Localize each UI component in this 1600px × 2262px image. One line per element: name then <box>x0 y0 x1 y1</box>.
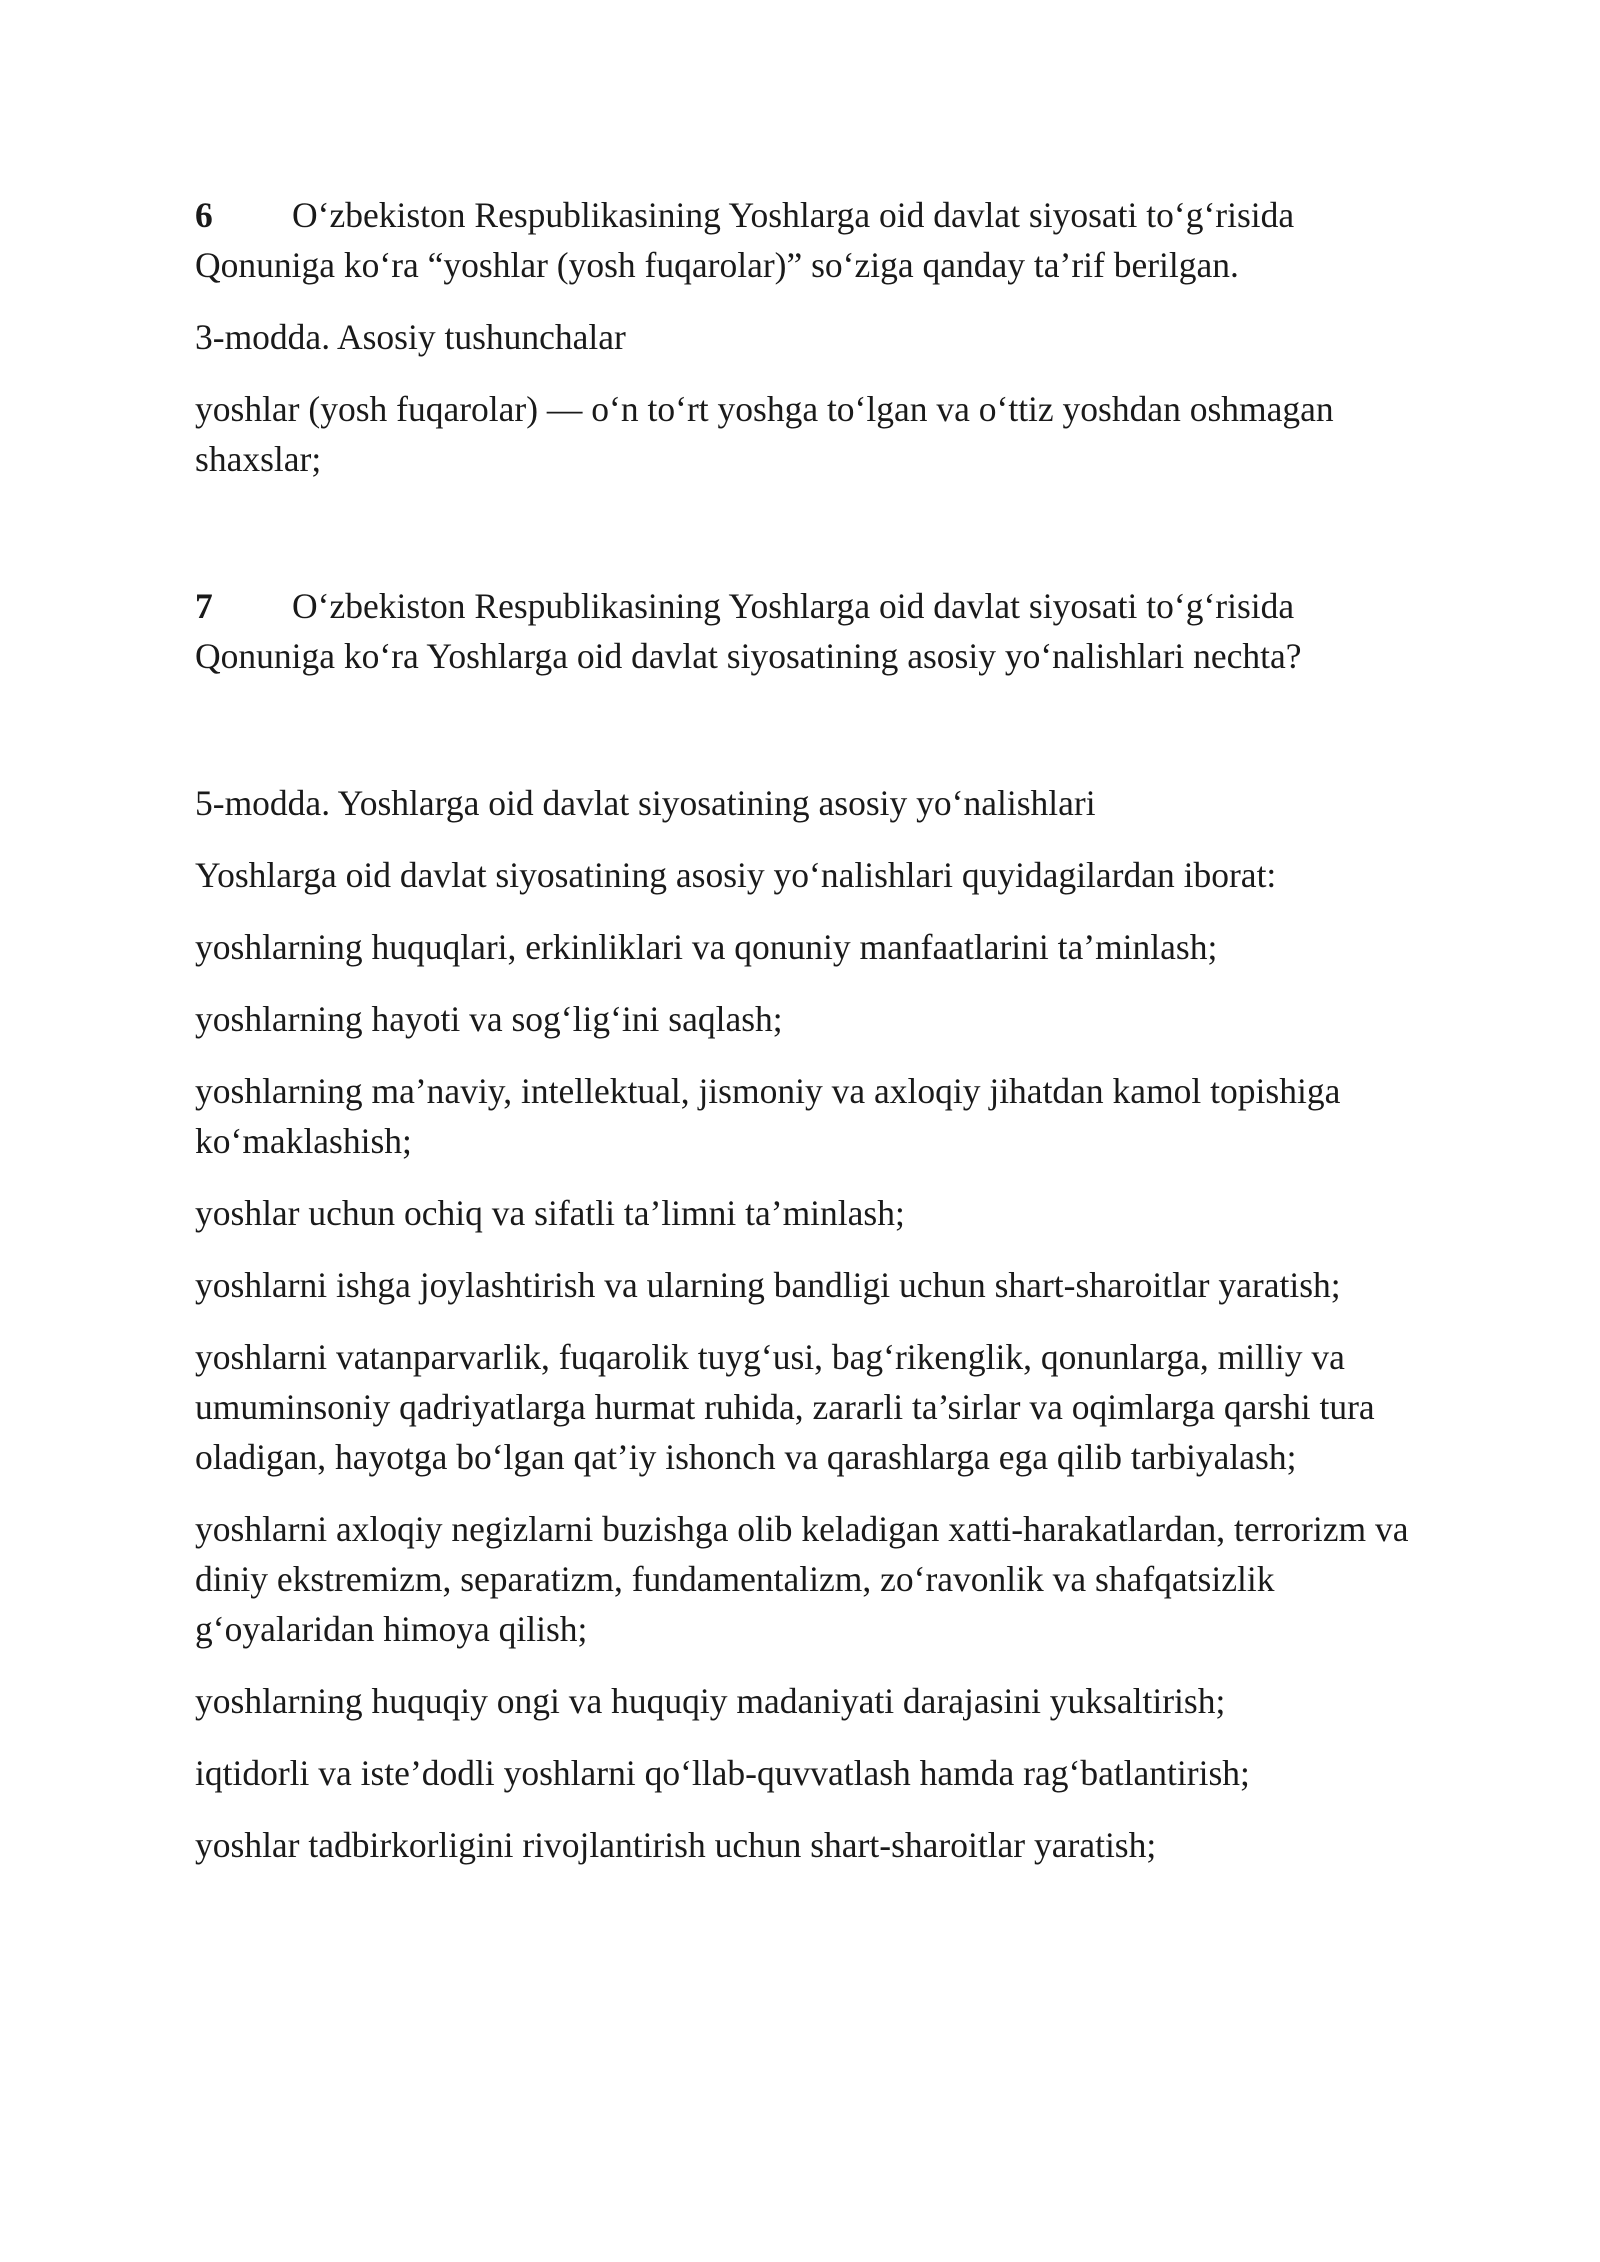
article-heading: 5-modda. Yoshlarga oid davlat siyosatining asosiy yo‘nalishlari <box>195 783 1096 823</box>
list-item: yoshlarning hayoti va sog‘lig‘ini saqlash; <box>195 999 783 1039</box>
document-page <box>195 190 1425 1892</box>
question-number: 7 <box>195 586 213 626</box>
question-text: O‘zbekiston Respublikasining Yoshlarga oid davlat siyosati to‘g‘risida Qonuniga ko‘ra “yoshlar (yosh fuqarolar)” so‘ziga qanday ta’rif berilgan. <box>195 195 1295 285</box>
list-item: yoshlarning huquqiy ongi va huquqiy madaniyati darajasini yuksaltirish; <box>195 1681 1226 1721</box>
list-item: iqtidorli va iste’dodli yoshlarni qo‘llab-quvvatlash hamda rag‘batlantirish; <box>195 1753 1250 1793</box>
question-number: 6 <box>195 195 213 235</box>
list-item: yoshlar uchun ochiq va sifatli ta’limni ta’minlash; <box>195 1193 905 1233</box>
list-item: yoshlarni axloqiy negizlarni buzishga olib keladigan xatti-harakatlardan, terrorizm va diniy ekstremizm, separatizm, fundamentalizm, zo‘ravonlik va shafqatsizlik g‘oyalaridan himoya qilish; <box>195 1509 1409 1649</box>
list-item: yoshlarni ishga joylashtirish va ularning bandligi uchun shart-sharoitlar yaratish; <box>195 1265 1341 1305</box>
list-item: yoshlarning huquqlari, erkinliklari va qonuniy manfaatlarini ta’minlash; <box>195 927 1218 967</box>
list-item: yoshlarni vatanparvarlik, fuqarolik tuyg‘usi, bag‘rikenglik, qonunlarga, milliy va umuminsoniy qadriyatlarga hurmat ruhida, zararli ta’sirlar va oqimlarga qarshi tura oladigan, hayotga bo‘lgan qat’iy ishonch va qarashlarga ega qilib tarbiyalash; <box>195 1337 1375 1477</box>
question-6 <box>195 190 1425 290</box>
list-item: yoshlarning ma’naviy, intellektual, jismoniy va axloqiy jihatdan kamol topishiga ko‘maklashish; <box>195 1071 1341 1161</box>
intro-paragraph: Yoshlarga oid davlat siyosatining asosiy yo‘nalishlari quyidagilardan iborat: <box>195 855 1277 895</box>
question-7 <box>195 581 1425 681</box>
question-text: O‘zbekiston Respublikasining Yoshlarga oid davlat siyosati to‘g‘risida Qonuniga ko‘ra Yoshlarga oid davlat siyosatining asosiy yo‘nalishlari nechta? <box>195 586 1302 676</box>
article-heading: 3-modda. Asosiy tushunchalar <box>195 317 626 357</box>
definition-paragraph: yoshlar (yosh fuqarolar) — o‘n to‘rt yoshga to‘lgan va o‘ttiz yoshdan oshmagan shaxslar; <box>195 389 1334 479</box>
list-item: yoshlar tadbirkorligini rivojlantirish uchun shart-sharoitlar yaratish; <box>195 1825 1157 1865</box>
